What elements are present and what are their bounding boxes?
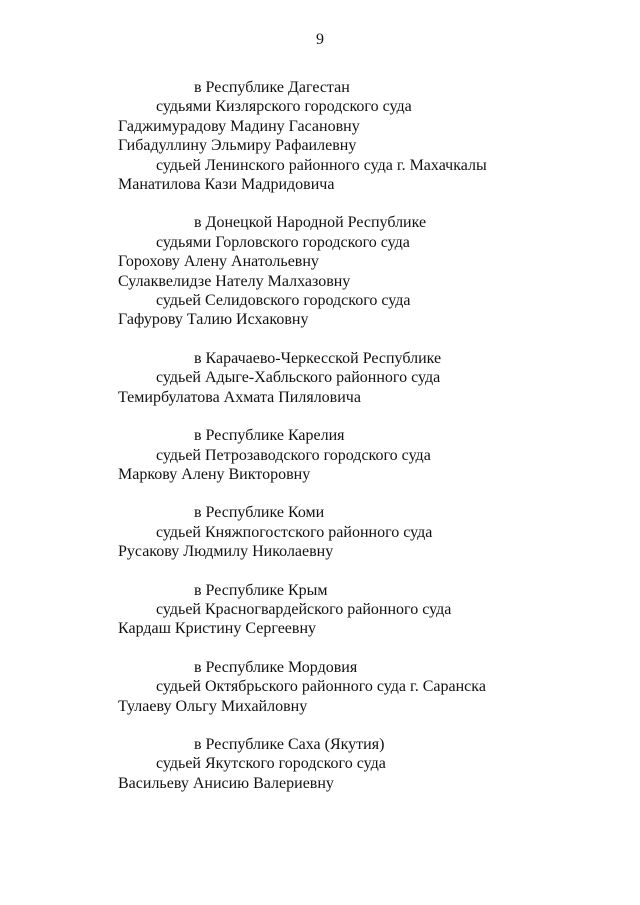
region-heading: в Республике Мордовия bbox=[194, 658, 358, 676]
court-line: судьей Красногвардейского районного суда bbox=[156, 600, 452, 618]
court-line: судьей Якутского городского суда bbox=[156, 755, 386, 773]
judge-name: Русакову Людмилу Николаевну bbox=[118, 543, 334, 561]
judge-name: Маркову Алену Викторовну bbox=[118, 465, 311, 483]
judge-name: Тулаеву Ольгу Михайловну bbox=[118, 697, 308, 715]
region-heading: в Республике Карелия bbox=[194, 427, 345, 445]
judge-name: Манатилова Кази Мадридовича bbox=[118, 176, 335, 194]
region-heading: в Донецкой Народной Республике bbox=[194, 214, 427, 232]
region-heading: в Республике Крым bbox=[194, 581, 328, 599]
region-heading: в Республике Саха (Якутия) bbox=[194, 735, 385, 753]
appointment-list bbox=[118, 78, 618, 812]
region-heading: в Республике Коми bbox=[194, 504, 325, 522]
judge-name: Гибадуллину Эльмиру Рафаилевну bbox=[118, 137, 357, 155]
judge-name: Горохову Алену Анатольевну bbox=[118, 253, 319, 271]
court-line: судьей Княжпогостского районного суда bbox=[156, 523, 433, 541]
judge-name: Гаджимурадову Мадину Гасановну bbox=[118, 117, 360, 135]
region-section-dagestan bbox=[118, 78, 618, 194]
judge-name: Сулаквелидзе Нателу Малхазовну bbox=[118, 272, 351, 290]
region-section-karelia bbox=[118, 426, 618, 484]
court-line: судьей Ленинского районного суда г. Махачкалы bbox=[156, 156, 487, 174]
court-line: судьей Адыге-Хабльского районного суда bbox=[156, 369, 441, 387]
judge-name: Темирбулатова Ахмата Пиляловича bbox=[118, 388, 361, 406]
page-number: 9 bbox=[316, 31, 324, 48]
region-section-crimea bbox=[118, 581, 618, 639]
region-section-karachay-cherkess bbox=[118, 349, 618, 407]
court-line: судьями Кизлярского городского суда bbox=[156, 98, 412, 116]
court-line: судьей Селидовского городского суда bbox=[156, 292, 411, 310]
region-heading: в Карачаево-Черкесской Республике bbox=[194, 349, 442, 367]
region-section-komi bbox=[118, 503, 618, 561]
judge-name: Васильеву Анисию Валериевну bbox=[118, 774, 334, 792]
region-section-mordovia bbox=[118, 658, 618, 716]
region-section-donetsk bbox=[118, 213, 618, 329]
judge-name: Гафурову Талию Исхаковну bbox=[118, 311, 309, 329]
judge-name: Кардаш Кристину Сергеевну bbox=[118, 620, 317, 638]
court-line: судьей Петрозаводского городского суда bbox=[156, 446, 431, 464]
region-heading: в Республике Дагестан bbox=[194, 79, 350, 96]
region-section-sakha bbox=[118, 735, 618, 793]
court-line: судьями Горловского городского суда bbox=[156, 233, 410, 251]
court-line: судьей Октябрьского районного суда г. Саранска bbox=[156, 678, 486, 696]
